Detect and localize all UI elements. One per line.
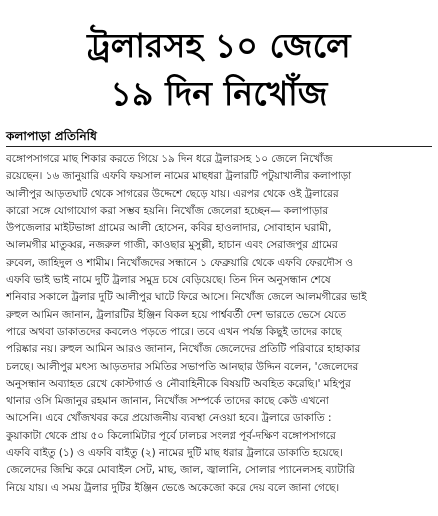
article-line: বঙ্গোপসাগরে মাছ শিকার করতে গিয়ে ১৯ দিন ধরে ট্রলারসহ ১০ জেলে নিখোঁজ [6,153,333,165]
article-line: অনুসন্ধান অব্যাহত রেখে কোস্টগার্ড ও নৌবাহিনীকে বিষয়টি অবহিত করেছি।' মহিপুর [6,377,351,390]
article-line: পরিষ্কার নয়। রুহুল আমিন আরও জানান, নিখোঁজ জেলেদের প্রতিটি পরিবারে হাহাকার [6,343,361,356]
article-line: জেলেদের জিম্মি করে মোবাইল সেট, মাছ, জাল, জ্বালানি, সোলার প্যানেলসহ ব্যাটারি [6,464,355,477]
article-line: কুয়াকাটা থেকে প্রায় ৫০ কিলোমিটার পূর্বে ঢালচর সংলগ্ন পূর্ব-দক্ষিণ বঙ্গোপসাগরে [6,429,336,442]
article-line: রুহুল আমিন জানান, ট্রলারটির ইঞ্জিন বিকল হয়ে পার্শ্ববর্তী দেশ ভারতে ভেসে যেতে [6,308,346,321]
article-line: এফবি ভাই ভাই নামে দুটি ট্রলার সমুদ্র চষে বেড়িয়েছে। তিন দিন অনুসন্ধান শেষে [6,274,331,287]
article-line: এফবি বাইতু (১) ও এফবি বাইতু (২) নামের দুটি মাছ ধরার ট্রলারে ডাকাতি হয়েছে। [6,447,343,460]
headline-line-1: ট্রলারসহ ১০ জেলে [87,26,351,65]
article-line: আলমগীর মাতুব্বর, নজরুল গাজী, কাওছার মুসুল্লী, হাচান এবং সেরাজপুর গ্রামের [6,239,338,252]
article-line: পারে অথবা ডাকাতদের কবলেও পড়তে পারে। তবে এখন পর্যন্ত কিছুই তাদের কাছে [6,325,342,338]
article-line: থানার ওসি মিজানুর রহমান জানান, নিখোঁজ সম্পর্কে তাদের কাছে কেউ এখনো [6,395,329,408]
article-line: নিয়ে যায়। এ সময় ট্রলার দুটির ইঞ্জিন ভেঙে অকেজো করে দেয় বলে জানা গেছে। [6,481,340,494]
byline: কলাপাড়া প্রতিনিধি [6,129,97,143]
article-line: আসেনি। এবে খোঁজখবর করে প্রয়োজনীয় ব্যবস্থা নেওয়া হবে। ট্রলারে ডাকাতি : [6,412,332,425]
article-line: কারো সঙ্গে যোগাযোগ করা সম্ভব হয়নি। নিখোঁজ জেলেরা হচ্ছেন— কলাপাড়ার [6,204,329,217]
article-line: চলছে। আলীপুর মৎস্য আড়তদার সমিতির সভাপতি আনছার উদ্দিন বলেন, 'জেলেদের [6,360,359,373]
article-line: শনিবার সকালে ট্রলার দুটি আলীপুর ঘাটে ফিরে আসে। নিখোঁজ জেলে আলমগীরের ভাই [6,291,367,304]
article-body [6,151,432,497]
headline [0,22,438,118]
article-line: আলীপুর আড়তঘাট থেকে সাগরের উদ্দেশে ছেড়ে যায়। এরপর থেকে ওই ট্রলারের [6,187,339,200]
headline-line-2: ১৯ দিন নিখোঁজ [110,74,328,113]
article-line: উপজেলার মাইটভাঙ্গা গ্রামের আলী হোসেন, কবির হাওলাদার, সোবাহান ঘরামী, [6,222,332,235]
byline-divider [6,146,432,147]
article-line: রয়েছেন। ১৬ জানুয়ারি এফবি ফয়সাল নামের মাছধরা ট্রলারটি পটুয়াখালীর কলাপাড়া [6,170,352,183]
article-line: রুবেল, জাহিদুল ও শামীম। নিখোঁজদের সন্ধানে ১ ফেব্রুয়ারি থেকে এফবি ফেরদৌস ও [6,256,353,269]
